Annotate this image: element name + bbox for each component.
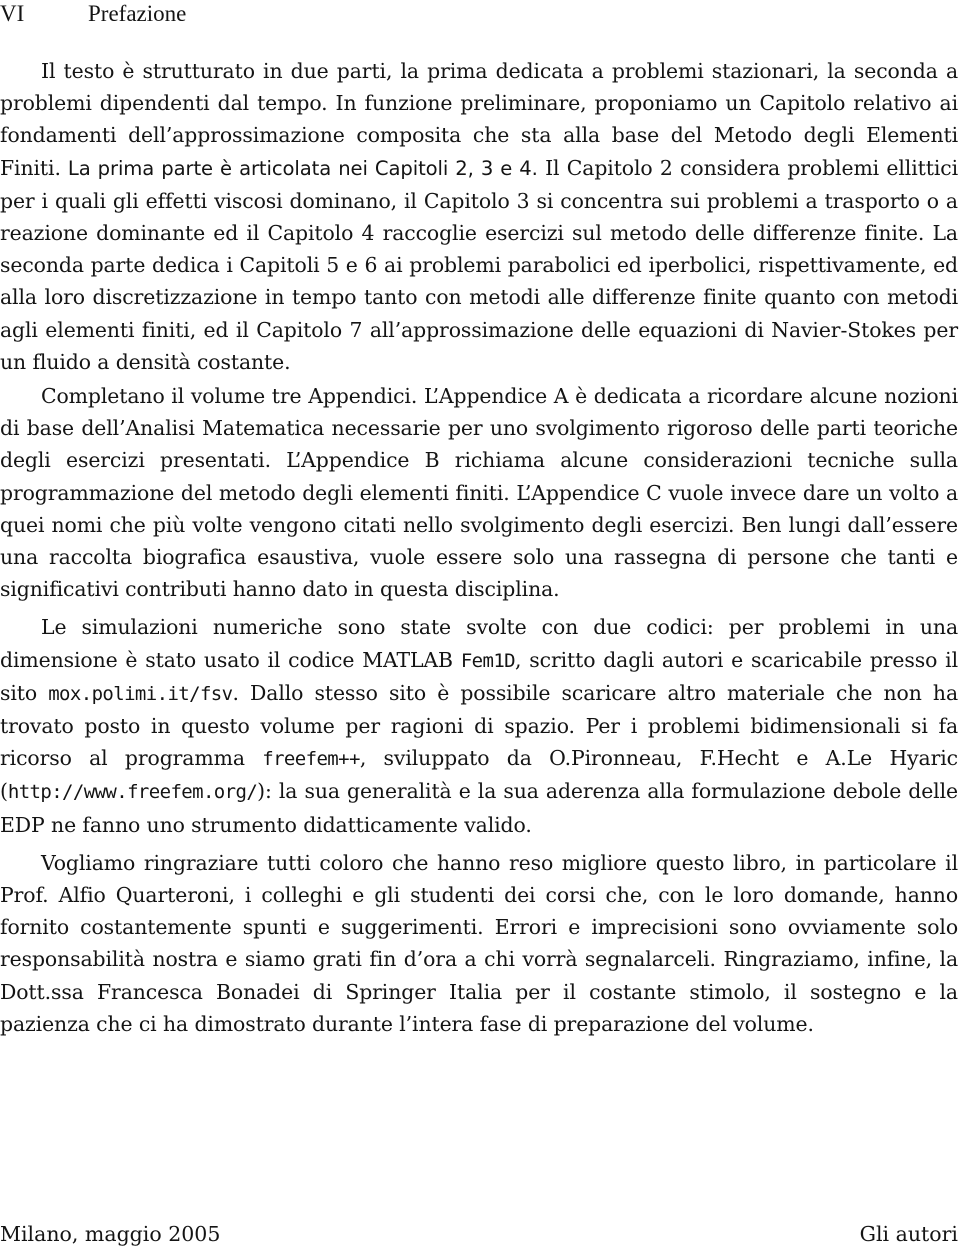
paragraph-simulations-space (453, 648, 461, 672)
chapter-title: Prefazione (88, 1, 187, 26)
body-text (0, 55, 958, 1040)
paragraph-appendices-b-c: L’Appendice B richiama alcune considerazioni tecniche sulla programmazione del metodo degli elementi finiti. L’Appendice C vuole invece dare un volto a quei nomi che più volte vengono citati nello svolgimento degli esercizi. (0, 448, 958, 537)
page-number: VI (0, 1, 25, 26)
paragraph-simulations-period: . (232, 680, 239, 705)
paragraph-appendices-c-detail: Ben lungi dall’essere una raccolta biografica esaustiva, vuole essere solo una rassegna di persone che tanti e significativi contributi hanno dato in questa disciplina. (0, 512, 959, 602)
paragraph-structure-chapters: Il Capitolo 2 considera problemi ellittici per i quali gli effetti viscosi dominano, il Capitolo 3 si concentra sui problemi a trasporto o a reazione dominante ed il Capitolo 4 raccoglie esercizi sul metodo delle differenze finite. (0, 155, 959, 246)
paragraph-simulations-closing: ): la sua generalità e la sua aderenza alla formulazione debole delle EDP ne fanno uno strumento didatticamente valido. (0, 779, 958, 837)
paragraph-simulations-authors: , scritto dagli autori e scaricabile presso il sito (0, 647, 958, 705)
running-header (0, 0, 960, 28)
matlab-label: MATLAB (362, 647, 453, 672)
place-date: Milano, maggio 2005 (0, 1222, 221, 1246)
paragraph-acknowledgements-springer: Ringraziamo, infine, la Dott.ssa Francesca Bonadei di Springer Italia per il costante stimolo, il sostegno e la pazienza che ci ha dimostrato durante l’intera fase di preparazione del volume. (0, 947, 958, 1036)
paragraph-acknowledgements-errors: Errori e imprecisioni sono ovviamente solo responsabilità nostra e siamo grati fin d’ora a chi vorrà segnalarceli. (0, 915, 958, 972)
paragraph-structure-intro: Il testo è strutturato in due parti, la prima dedicata a problemi stazionari, la seconda a problemi dipendenti dal tempo. In funzione preliminare, proponiamo un Capitolo relativo ai fondamenti dell’approssimazione composita che sta alla base del Metodo degli Elementi Finiti. (0, 59, 958, 180)
paragraph-structure (0, 55, 958, 378)
site-link[interactable]: mox.polimi.it/fsv (48, 682, 233, 705)
authors-signature: Gli autori (859, 1222, 958, 1246)
paragraph-appendices-a: L’Appendice A è dedicata a ricordare alcune nozioni di base dell’Analisi Matematica necessarie per uno svolgimento rigoroso delle parti teoriche degli esercizi presentati. (0, 384, 958, 473)
paragraph-acknowledgements (0, 847, 958, 1040)
freefem-code: freefem++ (262, 748, 360, 771)
paragraph-acknowledgements-intro: Vogliamo ringraziare tutti coloro che hanno reso migliore questo libro, in particolare il Prof. Alfio Quarteroni, i colleghi e gli studenti dei corsi che, con le loro domande, hanno fornito costantemente spunti e suggerimenti. (0, 850, 958, 940)
paragraph-simulations-material: Dallo stesso sito è possibile scaricare altro materiale che non ha trovato posto in questo volume per ragioni di spazio. Per i problemi bidimensionali si fa ricorso al programma (0, 680, 958, 771)
paragraph-appendices (0, 380, 958, 605)
paragraph-structure-part-one: La prima parte è articolata nei Capitoli 2, 3 e 4. (60, 156, 538, 180)
paragraph-simulations-intro: Le simulazioni numeriche sono state svolte con due codici: per problemi in una dimensione è stato usato il codice (0, 615, 958, 672)
paragraph-structure-part-two: La seconda parte dedica i Capitoli 5 e 6 ai problemi parabolici ed iperbolici, rispettivamente, ed alla loro discretizzazione in tempo tanto con metodi alle differenze finite quanto con metodi agli elementi finiti, ed il Capitolo 7 all’approssimazione delle equazioni di Navier-Stokes per un fluido a densità costante. (0, 221, 958, 374)
paragraph-simulations (0, 611, 958, 840)
paragraph-appendices-intro: Completano il volume tre Appendici. (41, 384, 418, 409)
paragraph-simulations-developers: , sviluppato da O.Pironneau, F.Hecht e A.Le Hyaric ( (0, 746, 958, 804)
fem1d-code: Fem1D (460, 649, 516, 672)
signature-line (0, 1218, 958, 1250)
freefem-url-link[interactable]: http://www.freefem.org/ (7, 781, 258, 804)
